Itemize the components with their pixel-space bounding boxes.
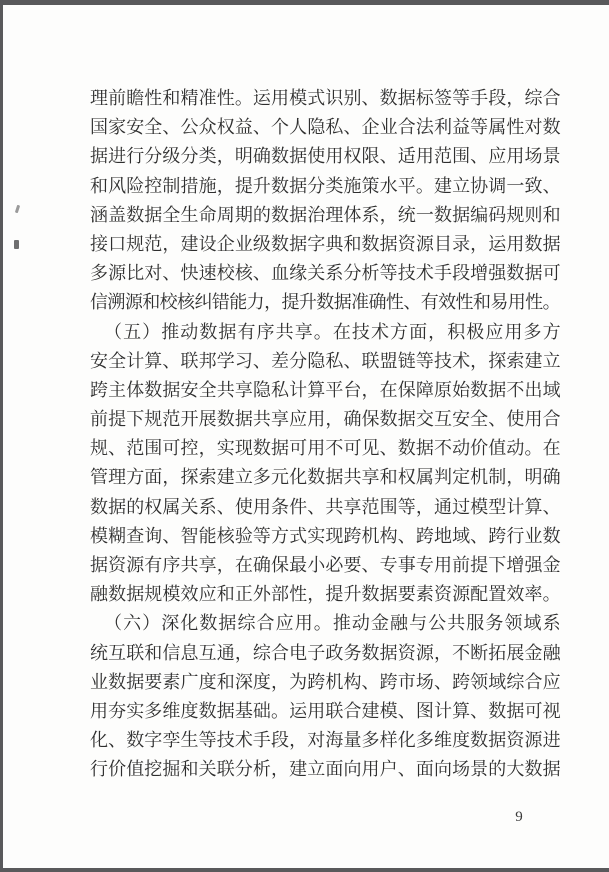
text-line: 据资源有序共享，在确保最小必要、专事专用前提下增强金 [90,555,560,575]
text-line: 和风险控制措施，提升数据分类施策水平。建立协调一致、 [90,175,560,196]
text-line: 管理方面，探索建立多元化数据共享和权属判定机制，明确 [90,467,560,488]
text-line: 用夯实多维度数据基础。运用联合建模、图计算、数据可视 [90,700,560,721]
text-line: （五）推动数据有序共享。在技术方面，积极应用多方 [104,321,560,342]
text-line: 统互联和信息互通，综合电子政务数据资源，不断拓展金融 [90,642,560,663]
text-line: 融数据规模效应和正外部性，提升数据要素资源配置效率。 [90,584,560,605]
text-line: 行价值挖掘和关联分析，建立面向用户、面向场景的大数据 [90,759,560,780]
text-line: （六）深化数据综合应用。推动金融与公共服务领域系 [104,613,560,634]
page-number: 9 [515,809,523,825]
scan-edge-left [0,0,3,872]
text-line: 模糊查询、智能核验等方式实现跨机构、跨地域、跨行业数 [90,525,560,546]
scan-speck [15,205,20,214]
text-line: 安全计算、联邦学习、差分隐私、联盟链等技术，探索建立 [90,350,560,371]
text-line: 据进行分级分类，明确数据使用权限、适用范围、应用场景 [90,146,560,167]
text-line: 化、数字孪生等技术手段，对海量多样化多维度数据资源进 [90,730,560,751]
scan-edge-top [0,0,609,5]
text-line: 涵盖数据全生命周期的数据治理体系，统一数据编码规则和 [90,204,560,225]
text-line: 国家安全、公众权益、个人隐私、企业合法利益等属性对数 [90,117,560,138]
scan-edge-bottom [0,868,609,872]
text-line: 接口规范，建设企业级数据字典和数据资源目录，运用数据 [90,233,560,254]
body-text [90,84,560,785]
text-line: 多源比对、快速校核、血缘关系分析等技术手段增强数据可 [90,263,560,284]
text-line: 理前瞻性和精准性。运用模式识别、数据标签等手段，综合 [90,88,560,108]
text-line: 业数据要素广度和深度，为跨机构、跨市场、跨领域综合应 [90,671,560,692]
scan-speck [14,240,19,249]
text-line: 数据的权属关系、使用条件、共享范围等，通过模型计算、 [90,496,560,517]
text-line: 规、范围可控，实现数据可用不可见、数据不动价值动。在 [90,438,560,459]
text-line: 信溯源和校核纠错能力，提升数据准确性、有效性和易用性。 [90,292,560,313]
text-line: 前提下规范开展数据共享应用，确保数据交互安全、使用合 [90,409,560,430]
text-line: 跨主体数据安全共享隐私计算平台，在保障原始数据不出域 [90,379,560,400]
